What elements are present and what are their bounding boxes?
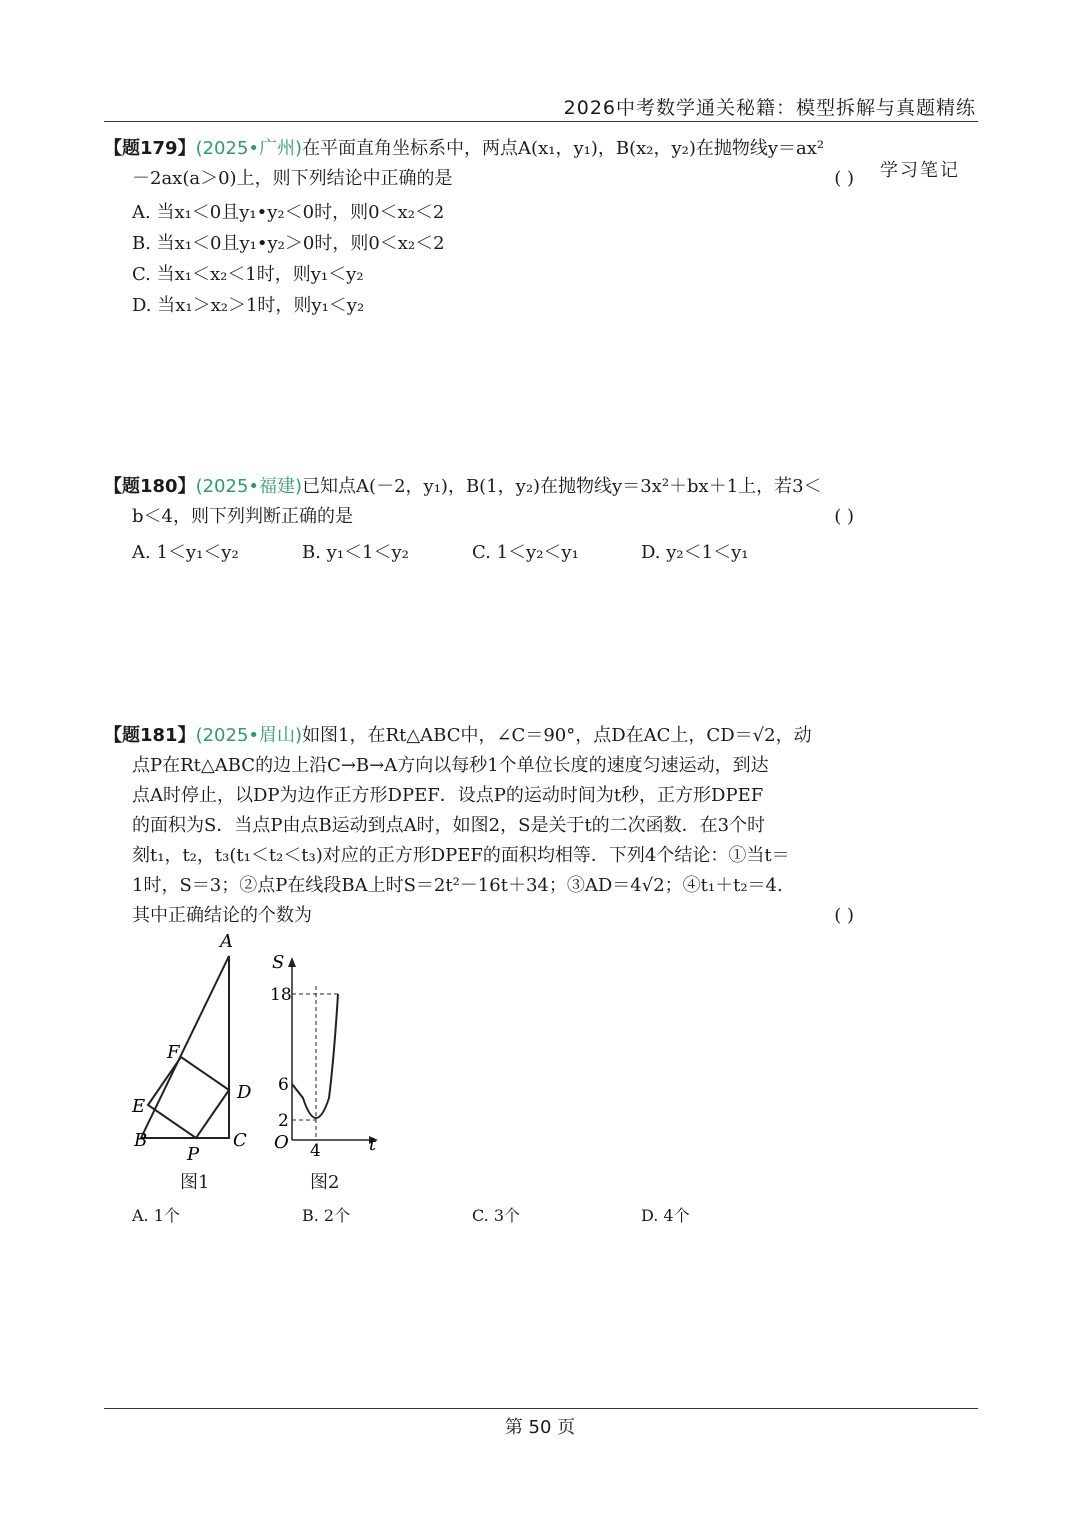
q181-line-4: 的面积为S．当点P由点B运动到点A时，如图2，S是关于t的二次函数．在3个时 bbox=[132, 815, 766, 836]
question-181 bbox=[104, 721, 854, 931]
x-tick-4: 4 bbox=[310, 1141, 321, 1158]
q181-option-a: A. 1个 bbox=[132, 1206, 180, 1225]
question-180 bbox=[104, 472, 854, 572]
y-tick-6: 6 bbox=[278, 1075, 289, 1095]
q180-tag: 【题180】 bbox=[104, 476, 196, 497]
q180-option-d: D. y₂＜1＜y₁ bbox=[641, 542, 749, 563]
q179-text-1: 在平面直角坐标系中，两点A(x₁，y₁)，B(x₂，y₂)在抛物线y＝ax² bbox=[302, 138, 825, 159]
q180-answer-paren: ( ) bbox=[834, 506, 854, 527]
q180-text-2: b＜4，则下列判断正确的是 bbox=[132, 506, 353, 527]
header-rule bbox=[104, 121, 978, 122]
label-D: D bbox=[237, 1082, 252, 1103]
s-curve bbox=[292, 994, 338, 1118]
y-tick-2: 2 bbox=[278, 1111, 289, 1131]
y-axis-arrow bbox=[288, 957, 296, 967]
q181-option-d: D. 4个 bbox=[641, 1206, 690, 1225]
q179-answer-paren: ( ) bbox=[834, 168, 854, 189]
q181-text-7: 其中正确结论的个数为 bbox=[132, 905, 312, 926]
side-note-label: 学习笔记 bbox=[880, 160, 960, 181]
label-A: A bbox=[220, 931, 233, 952]
axis-label-s: S bbox=[272, 952, 285, 973]
q180-options-row bbox=[104, 538, 854, 572]
q179-option-a: A. 当x₁＜0且y₁•y₂＜0时，则0＜x₂＜2 bbox=[132, 202, 445, 223]
figure-2-caption: 图2 bbox=[310, 1172, 340, 1193]
question-179 bbox=[104, 134, 854, 322]
q179-source: (2025•广州) bbox=[195, 138, 303, 159]
q179-option-c: C. 当x₁＜x₂＜1时，则y₁＜y₂ bbox=[132, 264, 364, 285]
figure-2 bbox=[270, 948, 390, 1158]
q181-option-c: C. 3个 bbox=[472, 1206, 521, 1225]
page-number: 第 50 页 bbox=[504, 1417, 576, 1438]
q181-source: (2025•眉山) bbox=[195, 725, 303, 746]
q179-line-2 bbox=[104, 164, 854, 194]
label-P: P bbox=[187, 1144, 200, 1165]
label-E: E bbox=[132, 1096, 146, 1117]
figure-1-caption: 图1 bbox=[180, 1172, 210, 1193]
q180-option-b: B. y₁＜1＜y₂ bbox=[302, 542, 409, 563]
label-C: C bbox=[233, 1130, 247, 1151]
q179-text-2: －2ax(a＞0)上，则下列结论中正确的是 bbox=[132, 168, 453, 189]
q181-line-7 bbox=[104, 901, 854, 931]
q179-line-1 bbox=[104, 134, 854, 164]
q179-option-b: B. 当x₁＜0且y₁•y₂＞0时，则0＜x₂＜2 bbox=[132, 233, 445, 254]
q181-line-5: 刻t₁，t₂，t₃(t₁＜t₂＜t₃)对应的正方形DPEF的面积均相等．下列4个结论：①当t＝ bbox=[132, 845, 790, 866]
origin-label: O bbox=[274, 1132, 289, 1153]
q181-tag: 【题181】 bbox=[104, 725, 196, 746]
q179-tag: 【题179】 bbox=[104, 138, 196, 159]
q180-line-1 bbox=[104, 472, 854, 502]
footer-rule bbox=[104, 1408, 978, 1409]
q180-text-1: 已知点A(－2，y₁)，B(1，y₂)在抛物线y＝3x²＋bx＋1上，若3＜ bbox=[302, 476, 822, 497]
q181-line-6: 1时，S＝3；②点P在线段BA上时S＝2t²－16t＋34；③AD＝4√2；④t₁＋t₂＝4. bbox=[132, 875, 783, 896]
q181-text-1: 如图1，在Rt△ABC中，∠C＝90°，点D在AC上，CD＝√2，动 bbox=[302, 725, 812, 746]
axis-label-t: t bbox=[369, 1134, 377, 1155]
q180-option-a: A. 1＜y₁＜y₂ bbox=[132, 542, 239, 563]
q181-answer-paren: ( ) bbox=[834, 905, 854, 926]
running-header-title: 2026中考数学通关秘籍：模型拆解与真题精练 bbox=[563, 97, 976, 119]
q180-source: (2025•福建) bbox=[195, 476, 303, 497]
q179-option-d: D. 当x₁＞x₂＞1时，则y₁＜y₂ bbox=[132, 295, 365, 316]
q181-line-1 bbox=[104, 721, 854, 751]
q181-line-2: 点P在Rt△ABC的边上沿C→B→A方向以每秒1个单位长度的速度匀速运动，到达 bbox=[132, 755, 769, 776]
label-F: F bbox=[167, 1042, 180, 1063]
q180-line-2 bbox=[104, 502, 854, 532]
y-tick-18: 18 bbox=[270, 985, 292, 1005]
q181-line-3: 点A时停止，以DP为边作正方形DPEF．设点P的运动时间为t秒，正方形DPEF bbox=[132, 785, 764, 806]
q181-option-b: B. 2个 bbox=[302, 1206, 351, 1225]
q181-options-row bbox=[104, 1203, 854, 1237]
label-B: B bbox=[134, 1130, 148, 1151]
q180-option-c: C. 1＜y₂＜y₁ bbox=[472, 542, 579, 563]
figure-1 bbox=[124, 928, 274, 1168]
